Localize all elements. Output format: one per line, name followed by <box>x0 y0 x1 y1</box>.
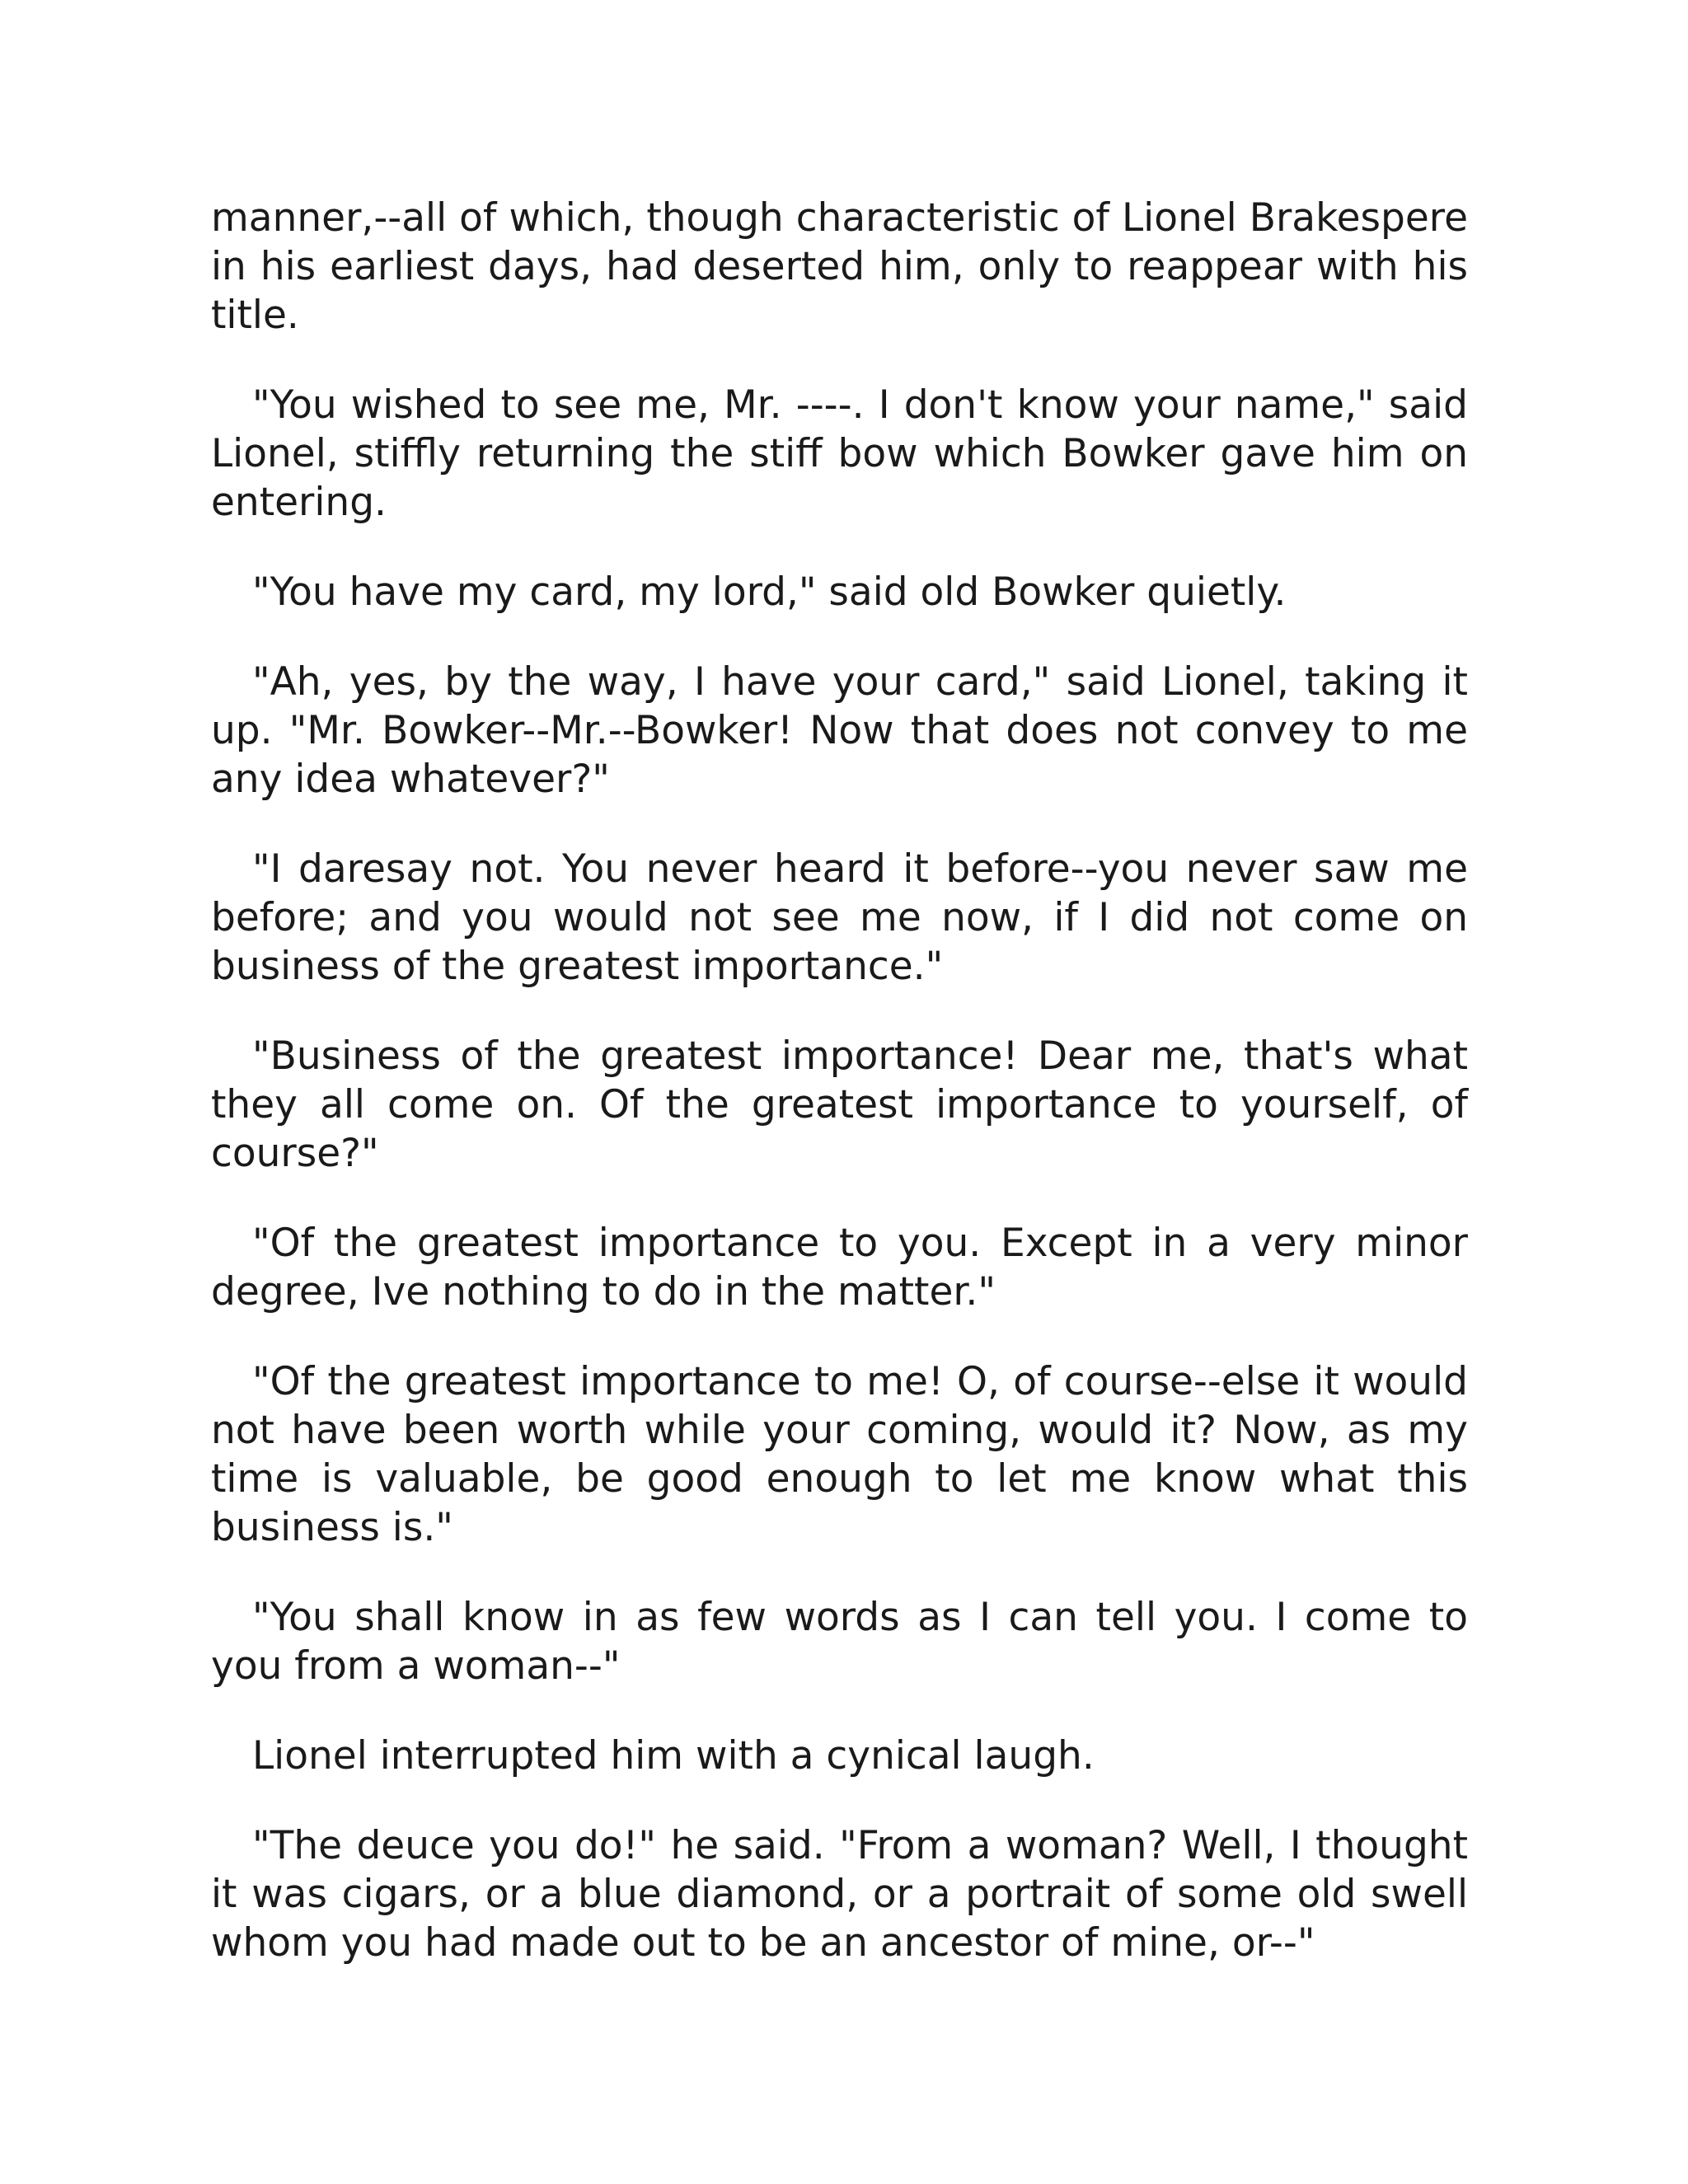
paragraph-2: "You wished to see me, Mr. ----. I don't know your name," said Lionel, stiffly returning the stiff bow which Bowker gave him on entering. <box>211 382 1468 525</box>
paragraph-9: "You shall know in as few words as I can tell you. I come to you from a woman--" <box>211 1595 1468 1689</box>
paragraph-7: "Of the greatest importance to you. Except in a very minor degree, Ive nothing to do in the matter." <box>211 1221 1468 1315</box>
paragraph-3: "You have my card, my lord," said old Bowker quietly. <box>252 569 1287 615</box>
paragraph-5: "I daresay not. You never heard it before--you never saw me before; and you would not see me now, if I did not come on business of the greatest importance." <box>211 846 1468 989</box>
paragraph-8: "Of the greatest importance to me! O, of course--else it would not have been worth while your coming, would it? Now, as my time is valuable, be good enough to let me know what this business is." <box>211 1359 1468 1550</box>
paragraph-10: Lionel interrupted him with a cynical laugh. <box>252 1733 1095 1779</box>
paragraph-1: manner,--all of which, though characteristic of Lionel Brakespere in his earliest days, had deserted him, only to reappear with his title. <box>211 195 1468 338</box>
page-body <box>211 194 1468 2008</box>
paragraph-11: "The deuce you do!" he said. "From a woman? Well, I thought it was cigars, or a blue diamond, or a portrait of some old swell whom you had made out to be an ancestor of mine, or--" <box>211 1823 1468 1966</box>
paragraph-6: "Business of the greatest importance! Dear me, that's what they all come on. Of the greatest importance to yourself, of course?" <box>211 1033 1468 1176</box>
paragraph-4: "Ah, yes, by the way, I have your card," said Lionel, taking it up. "Mr. Bowker--Mr.--Bowker! Now that does not convey to me any idea whatever?" <box>211 659 1468 802</box>
